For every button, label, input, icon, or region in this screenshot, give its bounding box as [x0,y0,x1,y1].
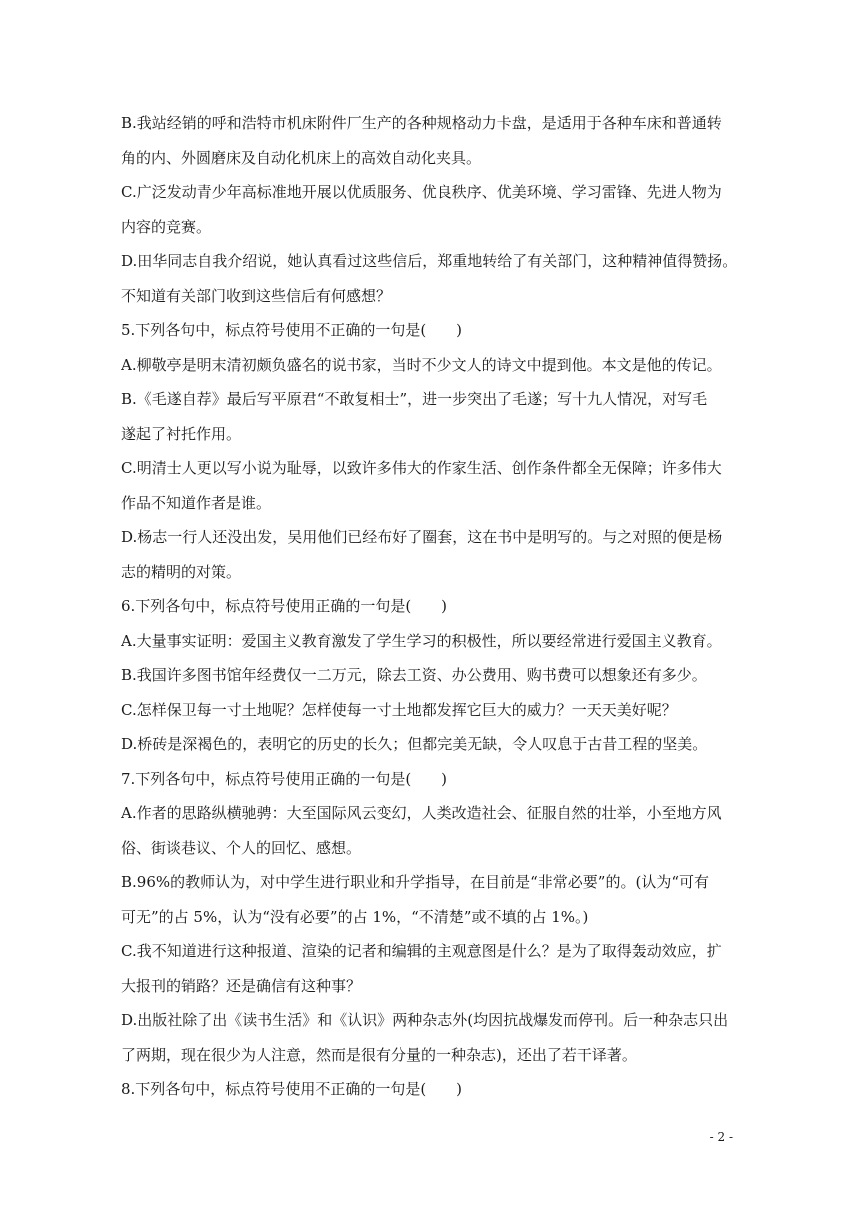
text-line: D.杨志一行人还没出发，吴用他们已经布好了圈套，这在书中是明写的。与之对照的便是杨 [121,528,723,546]
text-line: 俗、街谈巷议、个人的回忆、感想。 [121,838,362,857]
question-6-stem: 6.下列各句中，标点符号使用正确的一句是( ) [121,597,448,615]
page-number: - 2 - [709,1130,733,1144]
question-7-stem: 7.下列各句中，标点符号使用正确的一句是( ) [121,769,448,788]
question-5-stem: 5.下列各句中，标点符号使用不正确的一句是( ) [121,321,463,339]
text-line: 内容的竞赛。 [121,217,212,236]
text-line: A.柳敬亭是明末清初颇负盛名的说书家，当时不少文人的诗文中提到他。本文是他的传记。 [121,355,722,374]
text-line: C.广泛发动青少年高标准地开展以优质服务、优良秩序、优美环境、学习雷锋、先进人物为 [121,183,722,201]
text-line: A.大量事实证明：爱国主义教育激发了学生学习的积极性，所以要经常进行爱国主义教育。 [121,631,722,650]
text-line: C.怎样保卫每一寸土地呢？怎样使每一寸土地都发挥它巨大的威力？一天天美好呢？ [121,700,677,719]
document-body [121,106,746,1107]
text-line: B.《毛遂自荐》最后写平原君“不敢复相士”，进一步突出了毛遂；写十九人情况，对写毛 [121,390,708,408]
question-8-stem: 8.下列各句中，标点符号使用不正确的一句是( ) [121,1080,463,1098]
text-line: A.作者的思路纵横驰骋：大至国际风云变幻，人类改造社会、征服自然的壮举，小至地方风 [121,804,722,822]
text-line: D.出版社除了出《读书生活》和《认识》两种杂志外(均因抗战爆发而停刊。后一种杂志只出 [121,1011,729,1029]
text-line: D.田华同志自我介绍说，她认真看过这些信后，郑重地转给了有关部门，这种精神值得赞扬。 [121,252,738,270]
text-line: 遂起了衬托作用。 [121,424,242,443]
text-line: C.我不知道进行这种报道、渲染的记者和编辑的主观意图是什么？是为了取得轰动效应，扩 [121,942,722,960]
text-line: D.桥砖是深褐色的，表明它的历史的长久；但都完美无缺，令人叹息于古昔工程的坚美。 [121,735,708,753]
text-line: B.我国许多图书馆年经费仅一二万元，除去工资、办公费用、购书费可以想象还有多少。 [121,666,707,684]
text-line: 志的精明的对策。 [121,562,242,581]
text-line: B.96%的教师认为，对中学生进行职业和升学指导，在目前是“非常必要”的。(认为“可有 [121,873,709,891]
text-line: 了两期，现在很少为人注意，然而是很有分量的一种杂志)，还出了若干译著。 [121,1045,637,1064]
text-line: 可无”的占 5%，认为“没有必要”的占 1%，“不清楚”或不填的占 1%。) [121,907,589,926]
text-line: 大报刊的销路？还是确信有这种事？ [121,976,362,995]
text-line: 角的内、外圆磨床及自动化机床上的高效自动化夹具。 [121,148,482,167]
text-line: C.明清士人更以写小说为耻辱，以致许多伟大的作家生活、创作条件都全无保障；许多伟大 [121,459,722,477]
text-line: 不知道有关部门收到这些信后有何感想？ [121,286,392,305]
text-line: 作品不知道作者是谁。 [121,493,272,512]
text-line: B.我站经销的呼和浩特市机床附件厂生产的各种规格动力卡盘，是适用于各种车床和普通转 [121,114,722,132]
